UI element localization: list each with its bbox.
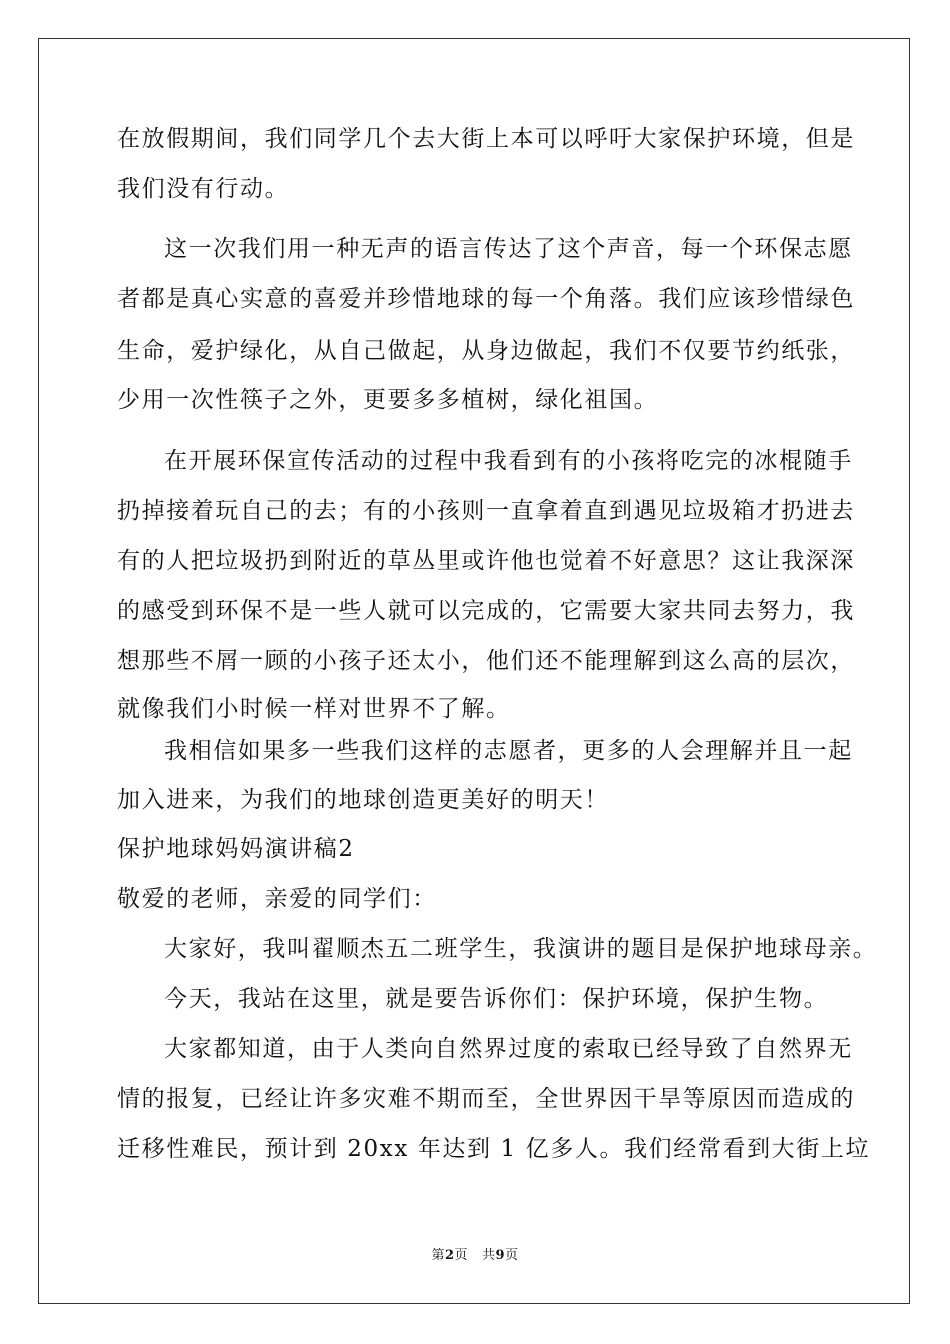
- total-suffix: 页: [505, 1248, 519, 1263]
- total-prefix: 共: [481, 1248, 496, 1263]
- text-line: 扔掉接着玩自己的去；有的小孩则一直拿着直到遇见垃圾箱才扔进去: [117, 498, 855, 524]
- text-line: 大家好，我叫翟顺杰五二班学生，我演讲的题目是保护地球母亲。: [164, 936, 878, 962]
- salutation: 敬爱的老师，亲爱的同学们：: [117, 886, 437, 912]
- page-number: 2: [444, 1248, 455, 1263]
- page-suffix: 页: [454, 1248, 469, 1263]
- text-line: 生命，爱护绿化，从自己做起，从身边做起，我们不仅要节约纸张，: [117, 338, 855, 364]
- text-line: 想那些不屑一顾的小孩子还太小，他们还不能理解到这么高的层次，: [117, 648, 855, 674]
- text-line: 的感受到环保不是一些人就可以完成的，它需要大家共同去努力，我: [117, 598, 855, 624]
- text-line: 我相信如果多一些我们这样的志愿者，更多的人会理解并且一起: [164, 738, 853, 764]
- text-line: 大家都知道，由于人类向自然界过度的索取已经导致了自然界无: [164, 1036, 853, 1062]
- page-prefix: 第: [431, 1248, 445, 1263]
- text-line: 少用一次性筷子之外，更要多多植树，绿化祖国。: [117, 387, 659, 413]
- text-line: 在放假期间，我们同学几个去大街上本可以呼吁大家保护环境，但是: [117, 126, 855, 152]
- text-line: 加入进来，为我们的地球创造更美好的明天！: [117, 787, 609, 813]
- text-line: 今天，我站在这里，就是要告诉你们：保护环境，保护生物。: [164, 986, 829, 1012]
- text-line: 迁移性难民，预计到 20xx 年达到 1 亿多人。我们经常看到大街上垃: [117, 1136, 871, 1162]
- total-pages: 9: [495, 1248, 506, 1263]
- text-line: 在开展环保宣传活动的过程中我看到有的小孩将吃完的冰棍随手: [164, 448, 853, 474]
- page-footer: [0, 1248, 950, 1264]
- section-heading: 保护地球妈妈演讲稿2: [117, 836, 355, 862]
- text-line: 我们没有行动。: [117, 176, 290, 202]
- text-line: 这一次我们用一种无声的语言传达了这个声音，每一个环保志愿: [164, 236, 853, 262]
- text-line: 情的报复，已经让许多灾难不期而至，全世界因干旱等原因而造成的: [117, 1086, 855, 1112]
- text-line: 就像我们小时候一样对世界不了解。: [117, 696, 511, 722]
- text-line: 有的人把垃圾扔到附近的草丛里或许他也觉着不好意思？这让我深深: [117, 548, 855, 574]
- text-line: 者都是真心实意的喜爱并珍惜地球的每一个角落。我们应该珍惜绿色: [117, 286, 855, 312]
